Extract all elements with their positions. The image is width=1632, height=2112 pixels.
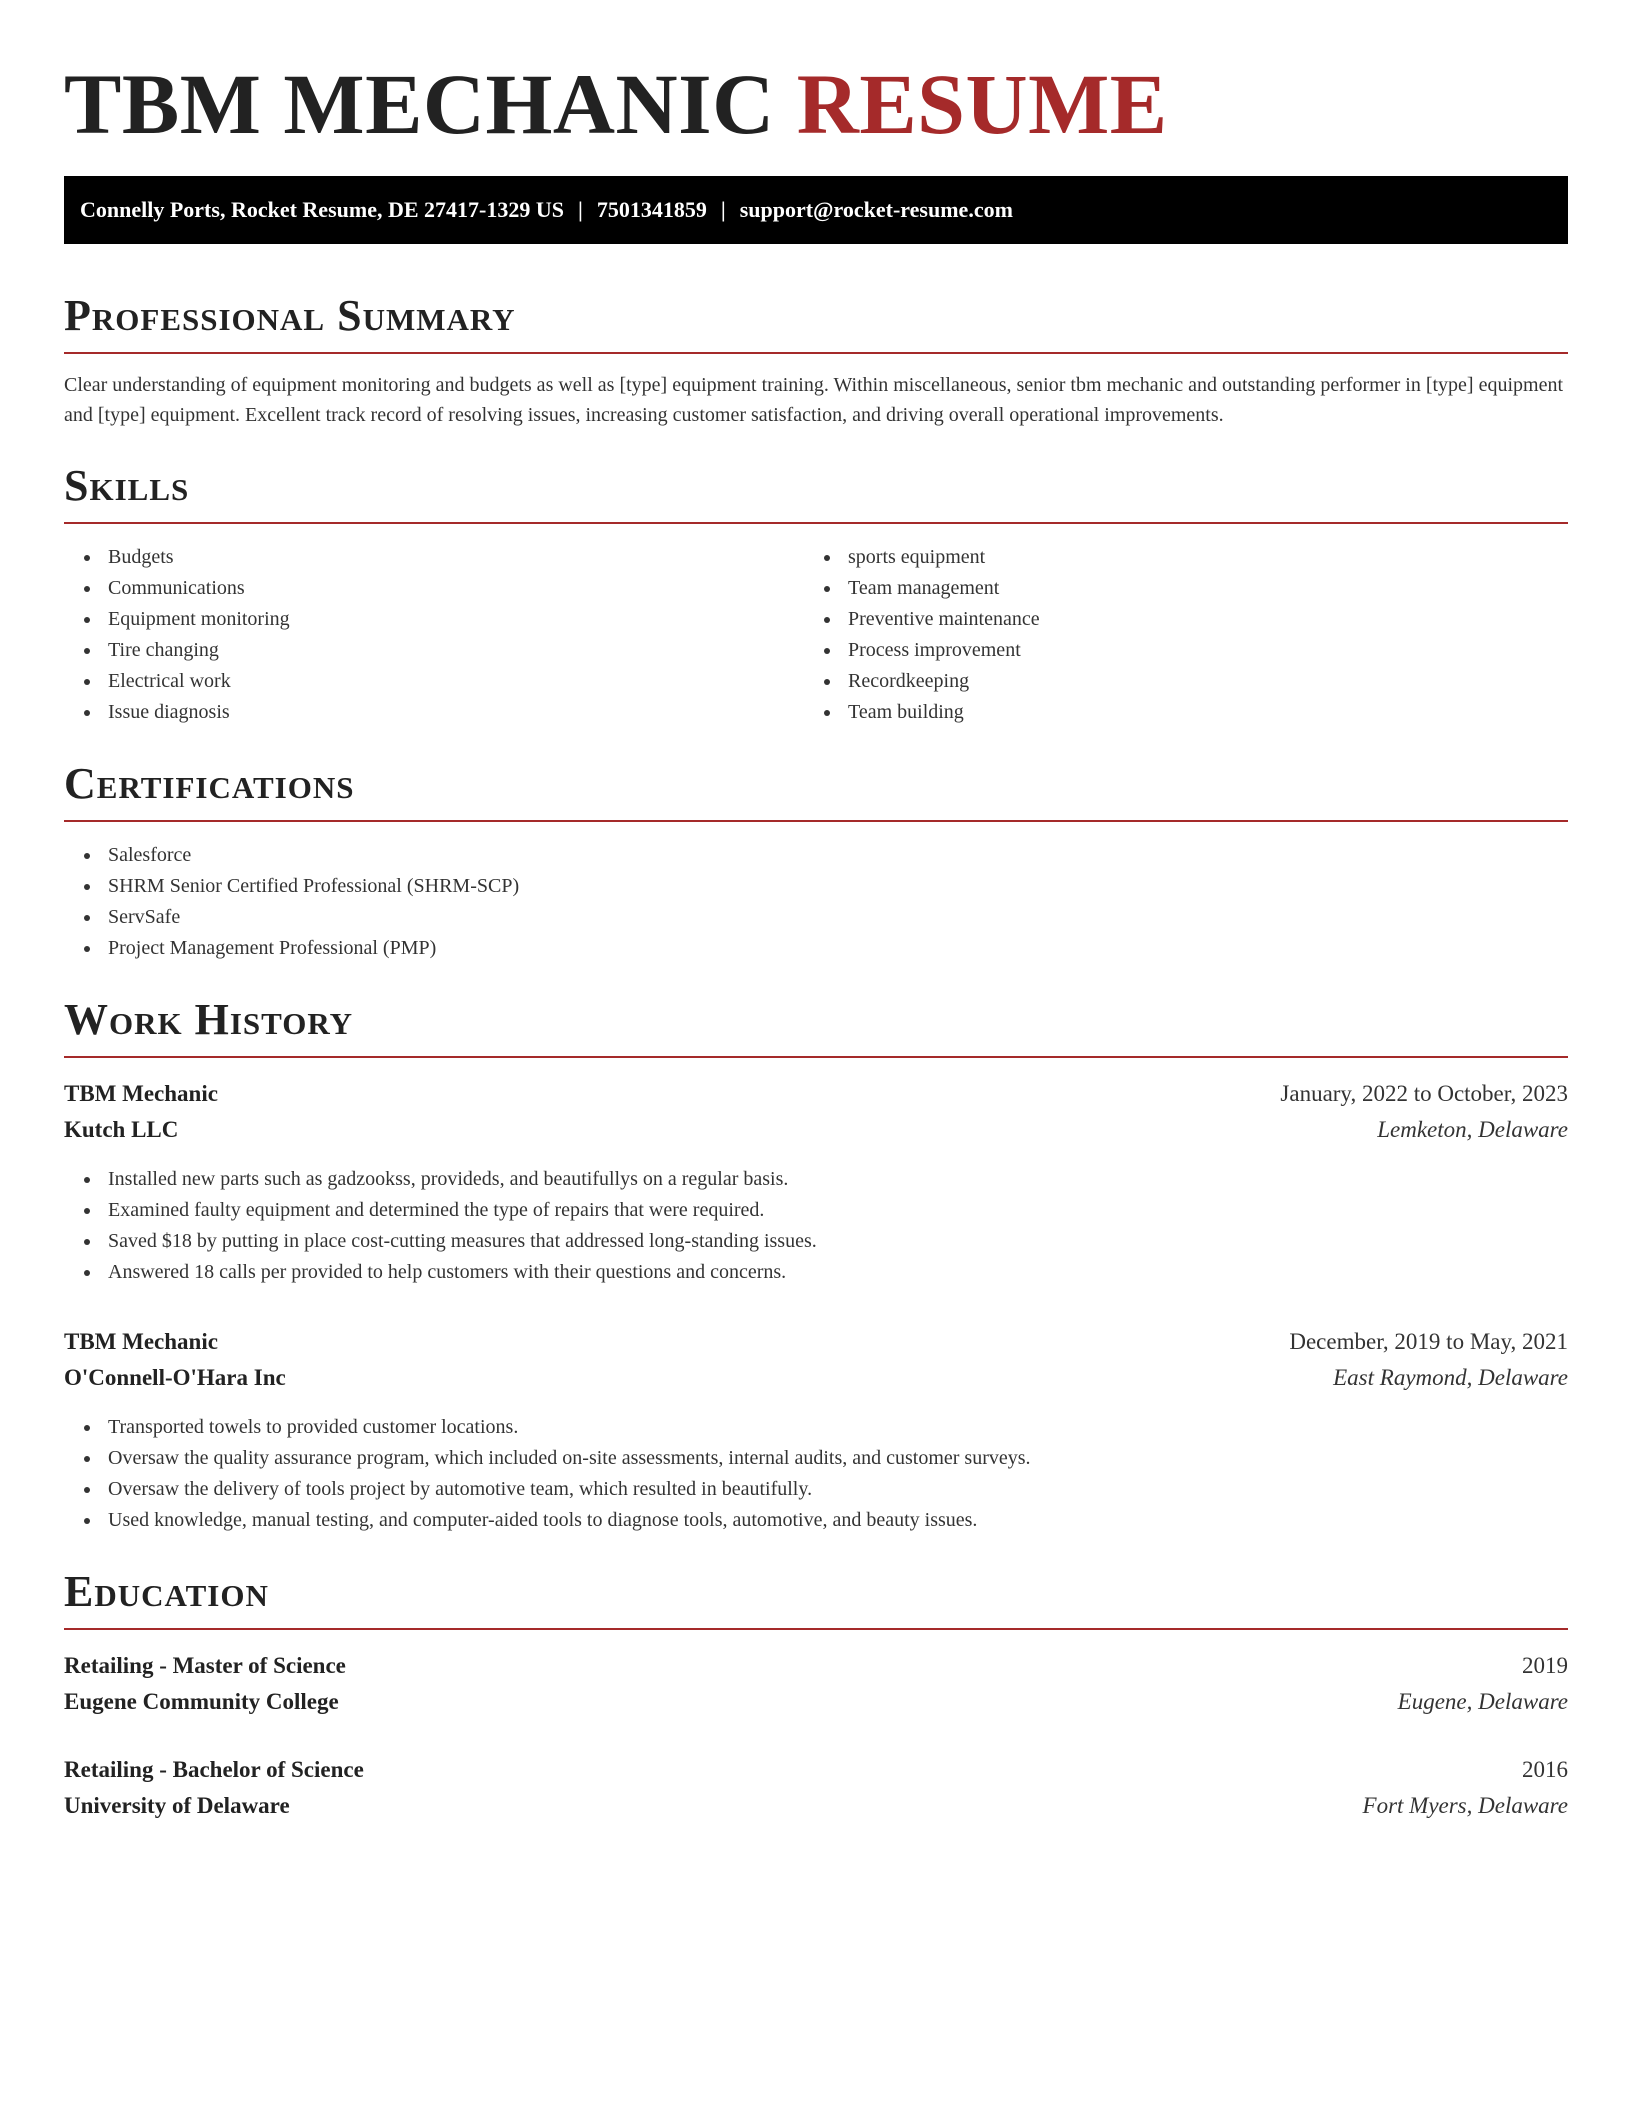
job-title: TBM Mechanic (64, 1329, 218, 1354)
job-bullet: Oversaw the quality assurance program, which included on-site assessments, internal audits, and customer surveys. (64, 1443, 1568, 1474)
certifications-section (64, 758, 1568, 964)
job-bullet: Oversaw the delivery of tools project by automotive team, which resulted in beautifully. (64, 1474, 1568, 1505)
education-school-row (64, 1684, 1568, 1720)
section-divider (64, 1628, 1568, 1630)
job-bullet: Transported towels to provided customer locations. (64, 1412, 1568, 1443)
resume-title (64, 0, 1568, 160)
section-heading: Work History (64, 995, 354, 1044)
education-school: University of Delaware (64, 1793, 290, 1818)
job-location: East Raymond, Delaware (1333, 1365, 1568, 1390)
job-bullet: Used knowledge, manual testing, and computer-aided tools to diagnose tools, automotive, and beauty issues. (64, 1505, 1568, 1536)
skill-item: Recordkeeping (804, 666, 1544, 697)
skill-item: Preventive maintenance (804, 604, 1544, 635)
education-school: Eugene Community College (64, 1689, 339, 1714)
certification-item: Salesforce (64, 840, 1568, 871)
skills-grid (64, 524, 1568, 728)
skill-item: Electrical work (64, 666, 804, 697)
job-title: TBM Mechanic (64, 1081, 218, 1106)
skill-item: Team building (804, 697, 1544, 728)
education-header-row (64, 1648, 1568, 1684)
section-divider (64, 1056, 1568, 1058)
education-location: Eugene, Delaware (1397, 1689, 1568, 1714)
certification-item: ServSafe (64, 902, 1568, 933)
title-main: TBM MECHANIC (64, 56, 775, 152)
contact-address: Connelly Ports, Rocket Resume, DE 27417-1329 US (80, 197, 564, 222)
contact-separator: | (577, 197, 583, 222)
education-location: Fort Myers, Delaware (1362, 1793, 1568, 1818)
job-header-row (64, 1076, 1568, 1112)
education-entry (64, 1752, 1568, 1824)
contact-email: support@rocket-resume.com (739, 197, 1013, 222)
skill-item: Issue diagnosis (64, 697, 804, 728)
job-entry (64, 1324, 1568, 1536)
job-entry (64, 1076, 1568, 1288)
section-heading: Skills (64, 461, 190, 510)
summary-section (64, 290, 1568, 430)
certifications-list (64, 840, 1568, 964)
skill-item: Budgets (64, 542, 804, 573)
contact-bar (64, 176, 1568, 244)
skill-item: sports equipment (804, 542, 1544, 573)
job-company: Kutch LLC (64, 1117, 179, 1142)
skills-list-right (804, 542, 1544, 728)
section-divider (64, 352, 1568, 354)
education-section (64, 1566, 1568, 1824)
section-heading: Certifications (64, 759, 355, 808)
section-heading: Professional Summary (64, 291, 516, 340)
education-header-row (64, 1752, 1568, 1788)
skills-list-left (64, 542, 804, 728)
certification-item: Project Management Professional (PMP) (64, 933, 1568, 964)
contact-phone: 7501341859 (596, 197, 707, 222)
job-location: Lemketon, Delaware (1377, 1117, 1568, 1142)
work-history-section (64, 994, 1568, 1536)
education-degree: Retailing - Master of Science (64, 1653, 346, 1678)
skill-item: Communications (64, 573, 804, 604)
section-heading: Education (64, 1567, 269, 1616)
skill-item: Tire changing (64, 635, 804, 666)
job-bullet: Answered 18 calls per provided to help customers with their questions and concerns. (64, 1257, 1568, 1288)
section-divider (64, 820, 1568, 822)
certification-item: SHRM Senior Certified Professional (SHRM-SCP) (64, 871, 1568, 902)
skill-item: Process improvement (804, 635, 1544, 666)
job-bullet: Saved $18 by putting in place cost-cutting measures that addressed long-standing issues. (64, 1226, 1568, 1257)
skill-item: Team management (804, 573, 1544, 604)
job-bullet: Examined faulty equipment and determined the type of repairs that were required. (64, 1195, 1568, 1226)
job-header-row (64, 1324, 1568, 1360)
education-entry (64, 1648, 1568, 1720)
title-accent: RESUME (796, 56, 1168, 152)
job-bullets (64, 1412, 1568, 1536)
job-company: O'Connell-O'Hara Inc (64, 1365, 286, 1390)
resume-page (64, 0, 1568, 1824)
education-school-row (64, 1788, 1568, 1824)
skills-section (64, 460, 1568, 728)
education-year: 2019 (1522, 1653, 1568, 1678)
education-degree: Retailing - Bachelor of Science (64, 1757, 364, 1782)
job-company-row (64, 1360, 1568, 1396)
contact-separator: | (720, 197, 726, 222)
job-bullet: Installed new parts such as gadzookss, provideds, and beautifullys on a regular basis. (64, 1164, 1568, 1195)
job-company-row (64, 1112, 1568, 1148)
skill-item: Equipment monitoring (64, 604, 804, 635)
summary-text: Clear understanding of equipment monitoring and budgets as well as [type] equipment training. Within miscellaneous, senior tbm mechanic and outstanding performer in [type] equipment and [type] equipment. Excellent track record of resolving issues, increasing customer satisfaction, and driving overall operational improvements. (64, 374, 1564, 426)
job-bullets (64, 1164, 1568, 1288)
education-year: 2016 (1522, 1757, 1568, 1782)
job-dates: January, 2022 to October, 2023 (1280, 1081, 1568, 1106)
job-dates: December, 2019 to May, 2021 (1289, 1329, 1568, 1354)
